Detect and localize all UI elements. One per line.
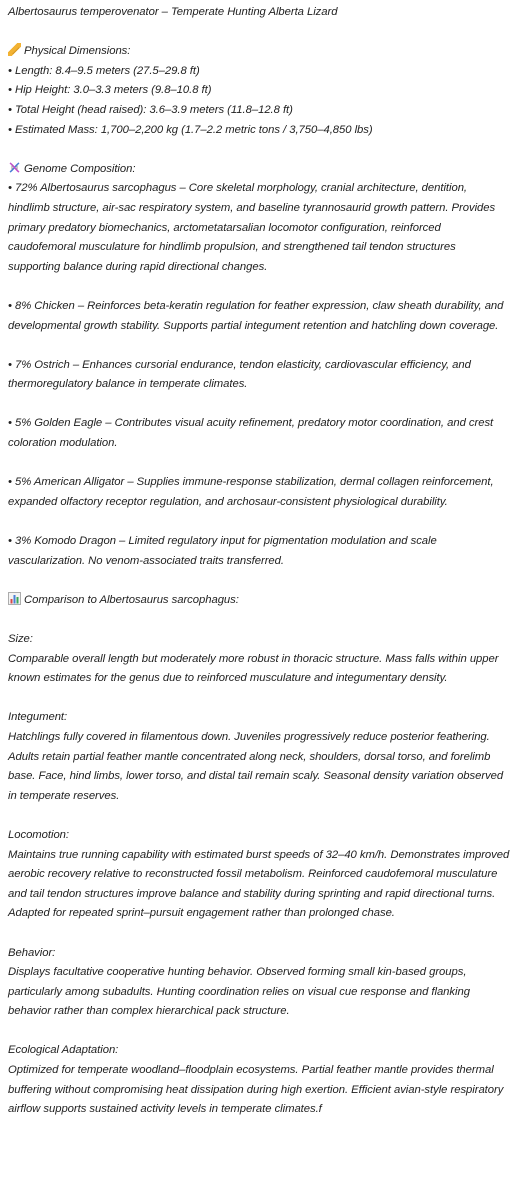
genome-heading-text: Genome Composition: [24,162,136,175]
physical-heading [8,42,511,62]
section-text: Optimized for temperate woodland–floodplain ecosystems. Partial feather mantle provides thermal buffering without compromising heat dissipation during high exertion. Efficient avian-style respiratory airflow supports sustained activity levels in temperate climates.f [8,1064,504,1116]
section-label: Size: [8,633,33,645]
dna-icon [8,161,21,174]
physical-heading-text: Physical Dimensions: [24,45,131,58]
bar-chart-icon [8,592,21,605]
genome-entry: • 8% Chicken – Reinforces beta-keratin regulation for feather expression, claw sheath durability, and developmental growth stability. Supports partial integument retention and hatchling down coverage. [8,299,504,332]
section-label: Locomotion: [8,828,69,841]
page-title: Albertosaurus temperovenator – Temperate Hunting Alberta Lizard [8,6,338,18]
section-label: Ecological Adaptation: [8,1044,119,1057]
genome-entry: • 5% American Alligator – Supplies immune-response stabilization, dermal collagen reinforcement, expanded olfactory receptor regulation, and archosaur-consistent physiological durability. [8,476,494,508]
genome-heading [8,160,511,180]
physical-item: • Hip Height: 3.0–3.3 meters (9.8–10.8 ft) [8,84,212,97]
genome-entry: • 72% Albertosaurus sarcophagus – Core skeletal morphology, cranial architecture, dentition, hindlimb structure, air-sac respiratory system, and baseline tyrannosaurid growth pattern. Provides primary predatory biomechanics, arctometatarsalian locomotor configuration, reinforced caudofemoral musculature for hindlimb propulsion, and strengthened tail tendon structures supporting balance during rapid directional changes. [8,182,496,273]
ruler-icon [8,43,21,56]
section-text: Hatchlings fully covered in filamentous down. Juveniles progressively reduce posterior feathering. Adults retain partial feather mantle concentrated along neck, shoulders, dorsal torso, and forelimb base. Face, hind limbs, lower torso, and distal tail remain scaly. Seasonal density variation observed in temperate reserves. [8,730,504,802]
section-label: Behavior: [8,946,56,959]
section-text: Maintains true running capability with estimated burst speeds of 32–40 km/h. Demonstrates improved aerobic recovery relative to reconstructed fossil metabolism. Reinforced caudofemoral musculature and tail tendon structures improve balance and stability during sprinting and rapid directional turns. Adapted for repeated sprint–pursuit engagement rather than prolonged chase. [8,848,510,920]
physical-item: • Estimated Mass: 1,700–2,200 kg (1.7–2.2 metric tons / 3,750–4,850 lbs) [8,123,373,136]
comparison-heading-text: Comparison to Albertosaurus sarcophagus: [24,593,239,606]
physical-item: • Length: 8.4–9.5 meters (27.5–29.8 ft) [8,64,200,77]
physical-item: • Total Height (head raised): 3.6–3.9 meters (11.8–12.8 ft) [8,103,293,116]
section-label: Integument: [8,711,68,724]
comparison-heading [8,591,511,611]
genome-entry: • 7% Ostrich – Enhances cursorial endurance, tendon elasticity, cardiovascular efficiency, and thermoregulatory balance in temperate climates. [8,358,471,391]
genome-entry: • 3% Komodo Dragon – Limited regulatory input for pigmentation modulation and scale vascularization. No venom-associated traits transferred. [8,535,437,567]
document [8,3,511,1120]
section-text: Displays facultative cooperative hunting behavior. Observed forming small kin-based groups, particularly among subadults. Hunting coordination relies on visual cue response and flanking behavior rather than complex hierarchical pack structure. [8,966,470,1018]
genome-entry: • 5% Golden Eagle – Contributes visual acuity refinement, predatory motor coordination, and crest coloration modulation. [8,417,494,450]
section-text: Comparable overall length but moderately more robust in thoracic structure. Mass falls within upper known estimates for the genus due to reinforced musculature and integumentary density. [8,652,499,685]
